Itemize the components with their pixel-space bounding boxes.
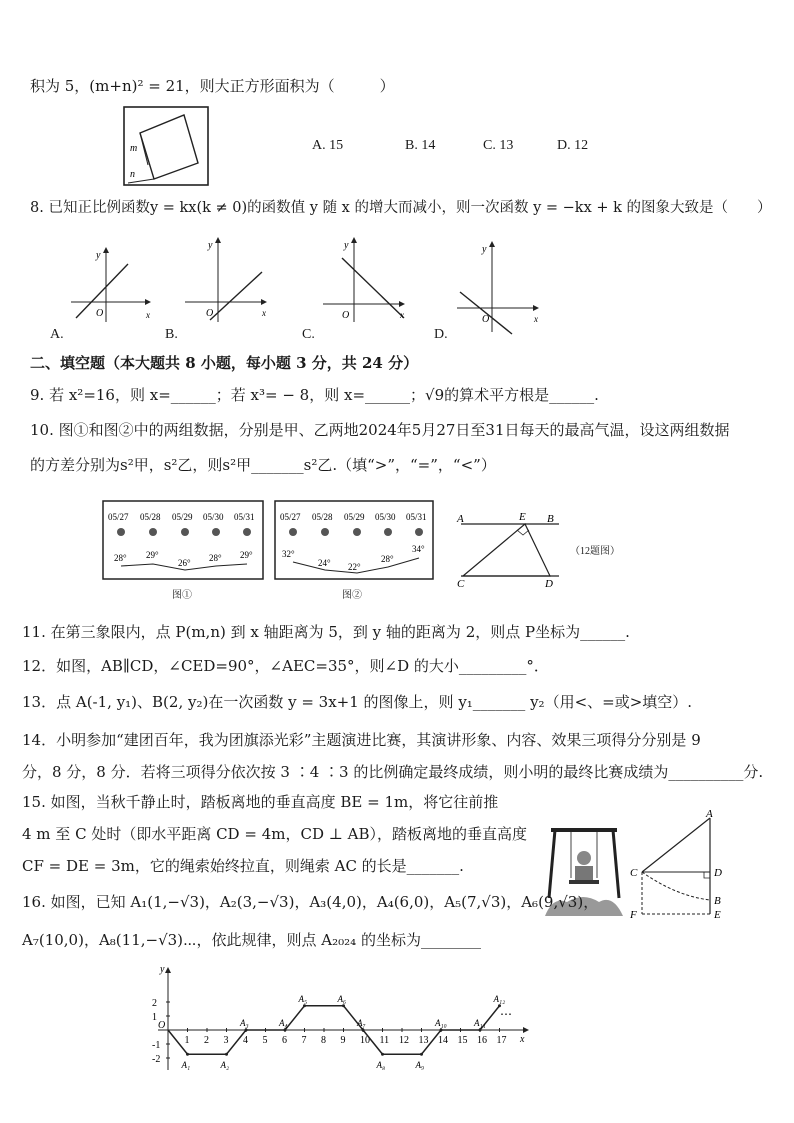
x-tick-label: 4 (243, 1035, 248, 1046)
fig2-date-4: 05/31 (406, 512, 427, 522)
x-tick-label: 5 (262, 1035, 268, 1046)
q15-line2: 4 m 至 C 处时（即水平距离 CD = 4m，CD ⊥ AB），踏板离地的垂直高度 (22, 825, 527, 843)
q7-option-c[interactable]: C. 13 (483, 138, 514, 153)
y-tick-label: -1 (152, 1040, 161, 1051)
y-tick-label: -2 (152, 1054, 161, 1065)
fig1-date-2: 05/29 (172, 512, 193, 522)
weather-icon (415, 528, 423, 536)
fig1-temp-0: 28° (114, 553, 127, 563)
q16-line2: A₇(10,0)，A₈(11,−√3)⋯，依此规律，则点 A₂₀₂₄ 的坐标为________ (22, 931, 481, 949)
x-tick-label: 16 (477, 1035, 487, 1046)
point-marker (342, 1004, 345, 1007)
fig2-date-3: 05/30 (375, 512, 396, 522)
weather-icon (321, 528, 329, 536)
point-marker (225, 1053, 228, 1056)
q7-label-n: n (130, 169, 135, 180)
q14-line1: 14．小明参加“建团百年，我为团旗添光彩”主题演进比赛，其演讲形象、内容、效果三项得分分别是 9 (22, 731, 701, 749)
q15-line3: CF = DE = 3m，它的绳索始终拉直，则绳索 AC 的长是_______. (22, 857, 464, 875)
q10-line2: 的方差分别为s²甲，s²乙，则s²甲_______s²乙.（填“>”，“=”，“<”） (30, 456, 496, 474)
q11-line: 11. 在第三象限内，点 P(m,n) 到 x 轴距离为 5，到 y 轴的距离为 2，则点 P坐标为______. (22, 623, 630, 641)
x-tick-label: 10 (360, 1035, 370, 1046)
point-marker (362, 1029, 365, 1032)
fig2-date-0: 05/27 (280, 512, 301, 522)
q16-origin: O (158, 1020, 166, 1031)
point-label: A₁ (181, 1060, 191, 1071)
q12-label-c: C (457, 578, 465, 588)
weather-icon (212, 528, 220, 536)
q12-figure (455, 508, 565, 588)
point-label: A₁₂ (493, 993, 506, 1004)
q8a-x: x (146, 310, 150, 320)
point-label: A₈ (376, 1060, 386, 1071)
q8-choice-a[interactable]: A. (50, 327, 64, 342)
q16-axis-x: x (520, 1034, 525, 1045)
point-label: A₆ (337, 993, 347, 1004)
q15-label-e: E (714, 909, 721, 921)
q12-label-b: B (547, 513, 554, 525)
weather-icon (243, 528, 251, 536)
point-marker (303, 1004, 306, 1007)
q10-figure-1 (102, 500, 264, 580)
q7-square-figure (118, 103, 214, 189)
q8-graph-c (318, 232, 410, 324)
x-tick-label: 7 (301, 1035, 307, 1046)
weather-icon (289, 528, 297, 536)
q8-choice-c[interactable]: C. (302, 327, 315, 342)
x-tick-label: 11 (379, 1035, 390, 1046)
fig2-date-2: 05/29 (344, 512, 365, 522)
fig1-date-1: 05/28 (140, 512, 161, 522)
q8c-y: y (344, 240, 349, 251)
point-label: A₅ (298, 993, 308, 1004)
fig1-temp-3: 28° (209, 553, 222, 563)
x-tick-label: 17 (496, 1035, 507, 1046)
x-tick-label: 3 (223, 1035, 229, 1046)
q10-figure-2 (274, 500, 434, 580)
point-marker (420, 1053, 423, 1056)
q12-caption: （12题图） (570, 546, 620, 557)
fig2-date-1: 05/28 (312, 512, 333, 522)
fig1-date-4: 05/31 (234, 512, 255, 522)
weather-icon (149, 528, 157, 536)
point-marker (245, 1029, 248, 1032)
y-tick-label: 1 (152, 1012, 157, 1023)
q15-label-b: B (714, 895, 721, 907)
fig2-temp-3: 28° (381, 554, 394, 564)
x-tick-label: 6 (282, 1035, 287, 1046)
q10-line1: 10. 图①和图②中的两组数据，分别是甲、乙两地2024年5月27日至31日每天的最高气温，设这两组数据 (30, 421, 730, 439)
fig2-temp-0: 32° (282, 549, 295, 559)
q8d-x: x (534, 314, 538, 324)
fig1-date-3: 05/30 (203, 512, 224, 522)
weather-icon (117, 528, 125, 536)
x-tick-label: 2 (204, 1035, 209, 1046)
point-label: A₄ (279, 1018, 288, 1028)
q8d-y: y (482, 244, 487, 255)
section-2-heading: 二、填空题（本大题共 8 小题，每小题 3 分，共 24 分） (30, 354, 419, 372)
q12-label-e: E (519, 511, 526, 523)
x-tick-label: 9 (340, 1035, 346, 1046)
q8-graph-a (66, 240, 156, 326)
q8a-o: O (96, 308, 104, 319)
point-marker (284, 1029, 287, 1032)
q15-label-c: C (630, 867, 638, 879)
q8-choice-d[interactable]: D. (434, 327, 448, 342)
fig1-temp-2: 26° (178, 558, 191, 568)
q14-line2: 分，8 分，8 分．若将三项得分依次按 3 ∶4 ∶3 的比例确定最终成绩，则小明的最终比赛成绩为__________分. (22, 763, 764, 781)
point-label: A₉ (415, 1060, 425, 1071)
q15-figure (626, 810, 746, 922)
q8b-y: y (208, 240, 213, 251)
q7-option-a[interactable]: A. 15 (312, 138, 344, 153)
q8-graph-b (180, 232, 272, 324)
y-tick-label: 2 (152, 998, 157, 1009)
point-label: A₁₀ (435, 1018, 447, 1028)
q8-line: 8. 已知正比例函数y = kx(k ≠ 0)的函数值 y 随 x 的增大而减小，则一次函数 y = −kx + k 的图象大致是（ ） (30, 200, 772, 216)
q8a-y: y (96, 250, 101, 261)
point-marker (479, 1029, 482, 1032)
point-marker (381, 1053, 384, 1056)
q13-line: 13．点 A(-1, y₁)、B(2, y₂)在一次函数 y = 3x+1 的图像上，则 y₁_______ y₂（用<、=或>填空）. (22, 693, 693, 711)
q16-axis-y: y (160, 964, 165, 975)
q12-label-a: A (457, 513, 464, 525)
fig2-temp-2: 22° (348, 562, 361, 572)
q16-ellipsis: ⋯ (500, 1007, 512, 1021)
q15-label-a: A (706, 810, 713, 820)
weather-icon (384, 528, 392, 536)
x-tick-label: 15 (457, 1035, 468, 1046)
q8b-x: x (262, 308, 266, 318)
x-tick-label: 14 (438, 1035, 448, 1046)
weather-icon (181, 528, 189, 536)
q8d-o: O (482, 314, 490, 325)
q8-choice-b[interactable]: B. (165, 327, 178, 342)
q8c-x: x (400, 310, 404, 320)
point-label: A₁₁ (474, 1018, 486, 1028)
fig1-caption: 图① (172, 590, 192, 601)
x-tick-label: 8 (321, 1035, 326, 1046)
fig1-temp-1: 29° (146, 550, 159, 560)
q8c-o: O (342, 310, 350, 321)
q9-line: 9. 若 x²=16，则 x=______；若 x³= − 8，则 x=______；√9的算术平方根是______. (30, 386, 599, 404)
q16-line1: 16. 如图，已知 A₁(1,−√3)，A₂(3,−√3)，A₃(4,0)，A₄(6,0)，A₅(7,√3)，A₆(9,√3)， (22, 893, 599, 911)
weather-icon (353, 528, 361, 536)
point-marker (186, 1053, 189, 1056)
point-marker (440, 1029, 443, 1032)
fig2-temp-4: 34° (412, 544, 425, 554)
point-label: A₇ (357, 1018, 366, 1028)
q16-zigzag-chart (140, 962, 540, 1078)
x-tick-label: 13 (418, 1035, 429, 1046)
q12-line: 12．如图，AB∥CD，∠CED=90°，∠AEC=35°，则∠D 的大小_________°． (22, 657, 549, 675)
x-tick-label: 1 (184, 1035, 190, 1046)
point-label: A₃ (240, 1018, 249, 1028)
q7-line: 积为 5，(m+n)² = 21，则大正方形面积为（ ） (30, 77, 395, 95)
fig2-temp-1: 24° (318, 558, 331, 568)
q7-option-d[interactable]: D. 12 (557, 138, 589, 153)
q8-graph-d (452, 236, 544, 336)
fig2-caption: 图② (342, 590, 362, 601)
q12-label-d: D (545, 578, 553, 588)
q15-label-d: D (714, 867, 722, 879)
fig1-date-0: 05/27 (108, 512, 129, 522)
point-label: A₂ (220, 1060, 230, 1071)
q7-label-m: m (130, 143, 138, 154)
q7-option-b[interactable]: B. 14 (405, 138, 436, 153)
x-tick-label: 12 (399, 1035, 409, 1046)
q15-label-f: F (630, 909, 637, 921)
q15-line1: 15. 如图，当秋千静止时，踏板离地的垂直高度 BE = 1m，将它往前推 (22, 793, 499, 811)
q8b-o: O (206, 308, 214, 319)
fig1-temp-4: 29° (240, 550, 253, 560)
